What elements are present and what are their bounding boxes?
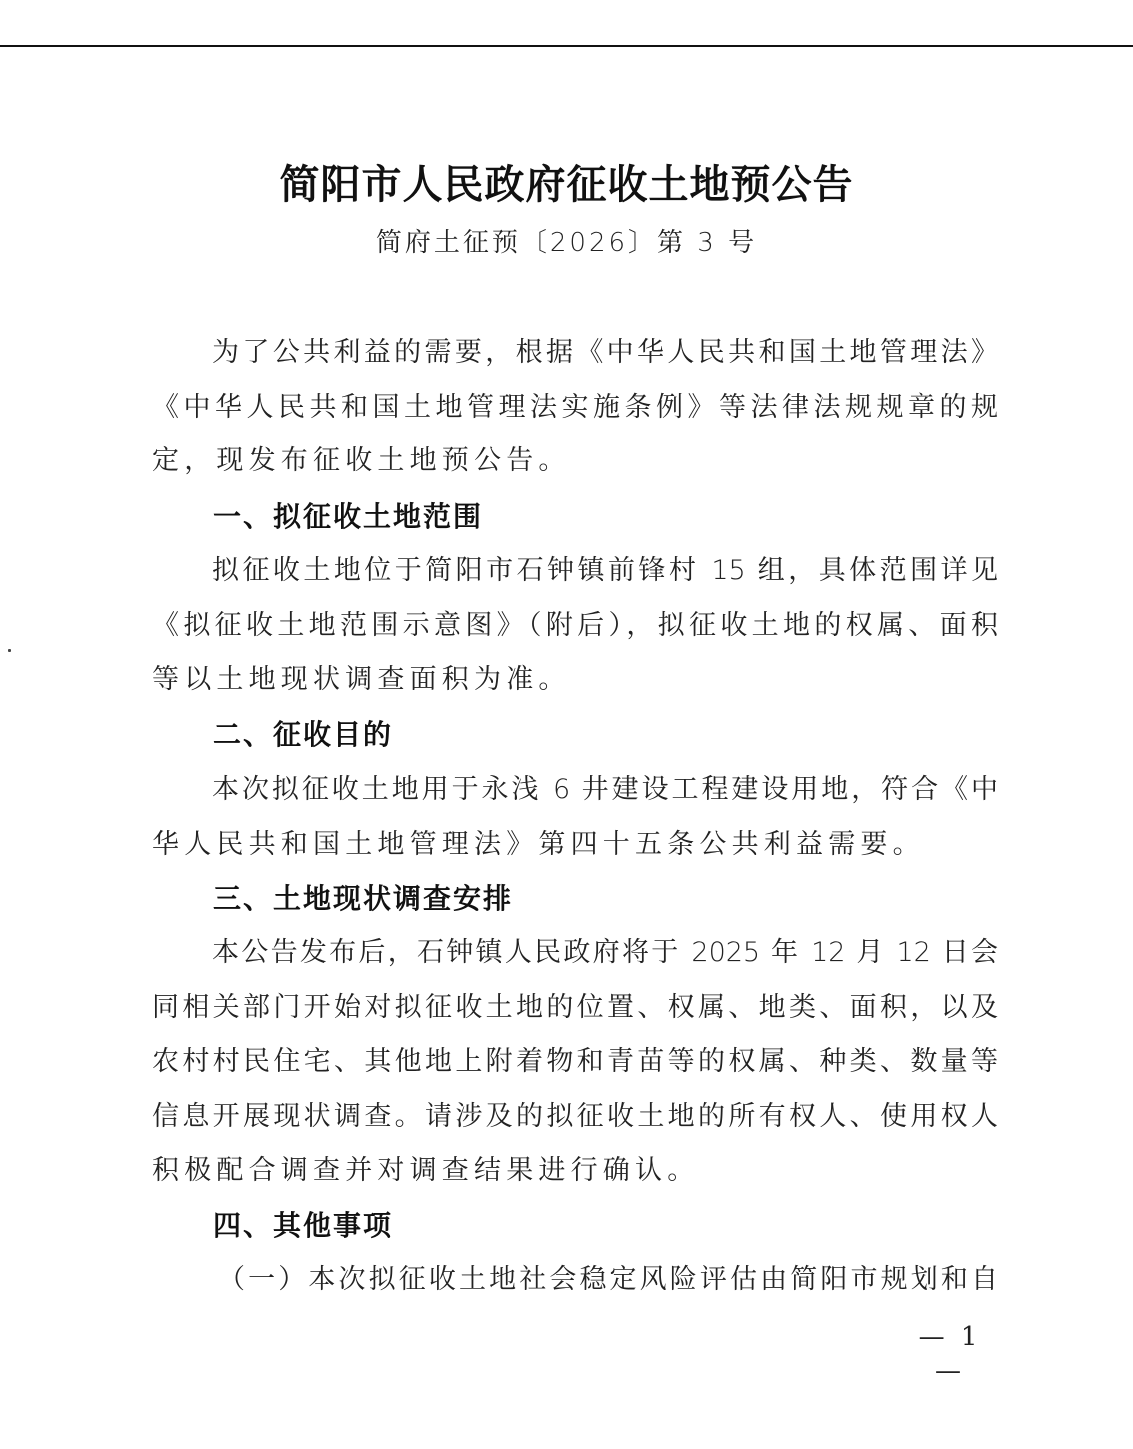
document-number: 简府土征预〔2026〕第 3 号 xyxy=(375,228,758,258)
document-title: 简阳市人民政府征收土地预公告 xyxy=(279,161,854,208)
intro-line-3: 定，现发布征收土地预公告。 xyxy=(152,445,571,476)
section-3-line-1: 本公告发布后，石钟镇人民政府将于 2025 年 12 月 12 日会 xyxy=(212,937,998,968)
section-3-line-5: 积极配合调查并对调查结果进行确认。 xyxy=(152,1155,700,1186)
section-heading-4: 四、其他事项 xyxy=(213,1209,394,1242)
intro-line-1: 为了公共利益的需要，根据《中华人民共和国土地管理法》 xyxy=(212,337,998,368)
section-3-line-3: 农村村民住宅、其他地上附着物和青苗等的权属、种类、数量等 xyxy=(152,1046,998,1077)
section-1-line-2: 《拟征收土地范围示意图》（附后），拟征收土地的权属、面积 xyxy=(152,610,998,641)
section-heading-2: 二、征收目的 xyxy=(213,718,394,751)
section-2-line-1: 本次拟征收土地用于永浅 6 井建设工程建设用地，符合《中 xyxy=(212,774,998,805)
section-3-line-2: 同相关部门开始对拟征收土地的位置、权属、地类、面积，以及 xyxy=(152,992,998,1023)
top-border-rule xyxy=(0,45,1133,47)
section-heading-1: 一、拟征收土地范围 xyxy=(213,500,484,533)
section-1-line-3: 等以土地现状调查面积为准。 xyxy=(152,664,571,695)
page-number: — 1 — xyxy=(918,1322,982,1386)
section-2-line-2: 华人民共和国土地管理法》第四十五条公共利益需要。 xyxy=(152,829,925,860)
scan-speck xyxy=(8,649,11,652)
section-1-line-1: 拟征收土地位于简阳市石钟镇前锋村 15 组，具体范围详见 xyxy=(212,555,998,586)
section-3-line-4: 信息开展现状调查。请涉及的拟征收土地的所有权人、使用权人 xyxy=(152,1101,998,1132)
intro-line-2: 《中华人民共和国土地管理法实施条例》等法律法规规章的规 xyxy=(152,392,998,423)
section-4-line-1: （一）本次拟征收土地社会稳定风险评估由简阳市规划和自 xyxy=(218,1264,998,1295)
section-heading-3: 三、土地现状调查安排 xyxy=(213,882,514,915)
